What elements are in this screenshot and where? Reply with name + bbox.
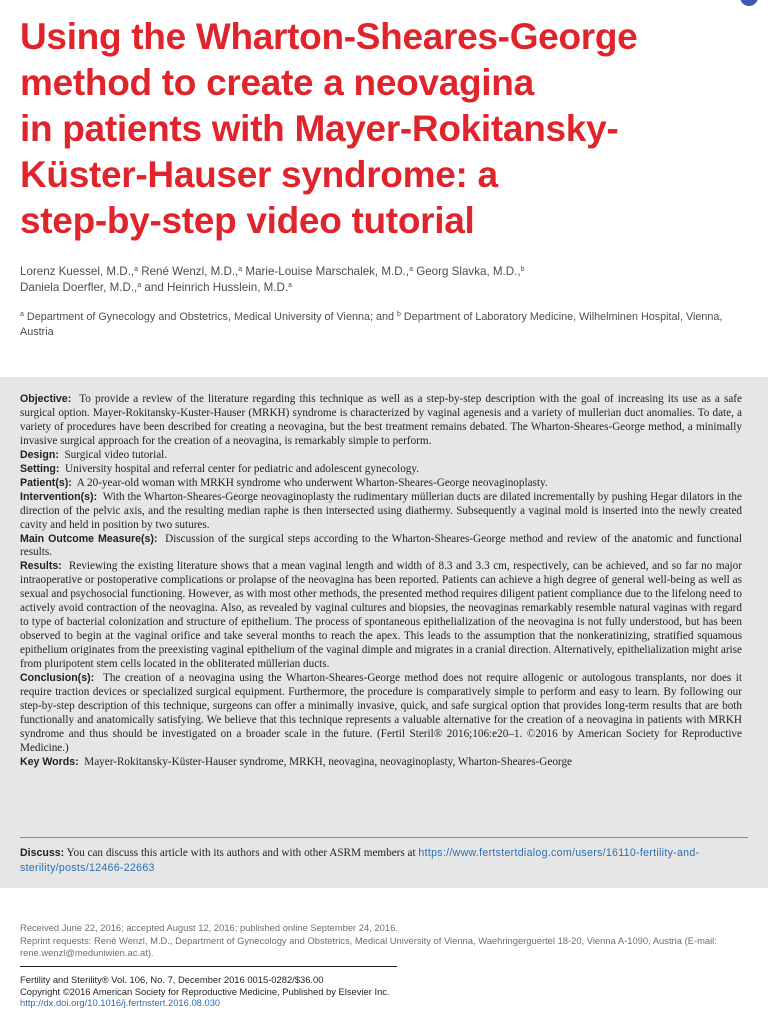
abstract-design: Design: Surgical video tutorial. — [20, 448, 168, 461]
abstract — [20, 393, 742, 770]
section-divider — [20, 837, 748, 838]
abstract-interventions: Intervention(s): With the Wharton-Sheares-George neovaginoplasty the rudimentary müllerian ducts are dilated incrementally by pushing Hegar dilators in the direction of the pelvic axis, and the resulting median raphe is then intersected using diathermy. Subsequently a vaginal mold is inserted into the newly created cavity and held in position by two sutures. — [20, 490, 742, 531]
title-line: method to create a neovagina — [20, 62, 534, 103]
footer-rule — [20, 966, 397, 967]
abstract-outcome-measures: Main Outcome Measure(s): Discussion of the surgical steps according to the Wharton-Sheares-George method and review of the anatomic and functional results. — [20, 532, 742, 559]
abstract-patients: Patient(s): A 20-year-old woman with MRKH syndrome who underwent Wharton-Sheares-George neovaginoplasty. — [20, 476, 548, 489]
article-title — [20, 14, 755, 244]
author: Lorenz Kuessel, M.D.,$^a$ — [20, 265, 138, 278]
author: René Wenzl, M.D.,$^a$ — [141, 265, 243, 278]
reprint-requests: Reprint requests: René Wenzl, M.D., Department of Gynecology and Obstetrics, Medical University of Vienna, Waehringerguertel 18-20, Vienna A-1090, Austria (E-mail: rene.wenzl@meduniwien.ac.at). — [20, 934, 717, 959]
author: Georg Slavka, M.D.,$^b$ — [416, 265, 525, 278]
title-line: Küster-Hauser syndrome: a — [20, 154, 498, 195]
title-line: Using the Wharton-Sheares-George — [20, 16, 638, 57]
abstract-setting: Setting: University hospital and referral center for pediatric and adolescent gynecology. — [20, 462, 420, 475]
author: Marie-Louise Marschalek, M.D.,$^a$ — [245, 265, 413, 278]
title-line: step-by-step video tutorial — [20, 200, 475, 241]
corner-tab — [740, 0, 758, 6]
copyright: Copyright ©2016 American Society for Reproductive Medicine, Published by Elsevier Inc. — [20, 985, 390, 997]
discuss-note: Discuss: You can discuss this article with its authors and with other ASRM members at https://www.fertstertdialog.com/users/16110-fertility-and-sterility/posts/12466-22663 — [20, 847, 700, 874]
received-info — [20, 922, 755, 960]
discuss-link[interactable]: https://www.fertstertdialog.com/users/16110-fertility-and-sterility/posts/12466-22663 — [20, 847, 700, 874]
title-line: in patients with Mayer-Rokitansky- — [20, 108, 619, 149]
abstract-objective: Objective: To provide a review of the literature regarding this technique as well as a step-by-step description with the goal of increasing its use as a safe surgical option. Mayer-Rokitansky-Kuster-Hauser (MRKH) syndrome is characterized by vaginal agenesis and a variety of mullerian duct anomalies. To date, a variety of procedures have been described for creating a neovagina, but the best treatment remains debated. The Wharton-Sheares-George method, a minimally invasive surgical approach for the creation of a neovagina, is remarkably simple to perform. — [20, 393, 742, 447]
abstract-results: Results: Reviewing the existing literature shows that a mean vaginal length and width of 8.3 and 3.3 cm, respectively, can be achieved, and so far no major intraoperative or postoperative complications or prolapse of the neovagina has been reported. Patients can achieve a high degree of general well-being as well as sexual and psychosocial functioning. However, as with most other methods, the presented method requires diligent patient compliance due to the lifelong need to actively avoid contraction of the neovagina. Also, as revealed by vaginal cultures and biopsies, the neovaginas remarkably resemble natural vaginas with regard to type of bacterial colonization and structure of epithelium. The process of spontaneous epithelialization of the neovagina is not fully understood, but has been observed to begin at the vaginal orifice and take several months to reach the apex. This leads to the assumption that the nonkeratinizing, stratified squamous epithelium originates from the preexisting vaginal epithelium of the vaginal dimple and migrates in a cranial direction. Alternatively, epithelialization might arise from pluripotent stem cells located in the obliterated müllerian ducts. — [20, 560, 742, 671]
journal-footer — [20, 974, 520, 1009]
author-list — [20, 264, 740, 296]
author: Daniela Doerfler, M.D.,$^a$ — [20, 281, 142, 294]
abstract-key-words: Key Words: Mayer-Rokitansky-Küster-Hauser syndrome, MRKH, neovagina, neovaginoplasty, Wharton-Sheares-George — [20, 755, 573, 768]
received-dates: Received June 22, 2016; accepted August 12, 2016; published online September 24, 2016. — [20, 922, 398, 933]
doi-link[interactable]: http://dx.doi.org/10.1016/j.fertnstert.2016.08.030 — [20, 997, 221, 1009]
journal-info: Fertility and Sterility® Vol. 106, No. 7, December 2016 0015-0282/$36.00 — [20, 974, 324, 985]
email-link[interactable]: rene.wenzl@meduniwien.ac.at — [20, 947, 148, 959]
affiliations: $^a$ Department of Gynecology and Obstetrics, Medical University of Vienna; and $^b$ Department of Laboratory Medicine, Wilhelminen Hospital, Vienna, Austria — [20, 311, 723, 338]
abstract-conclusions: Conclusion(s): The creation of a neovagina using the Wharton-Sheares-George method does not require allogenic or autologous transplants, nor does it require traction devices or specialized surgical equipment. Furthermore, the procedure is comparatively simple to perform and easy to learn. By following our step-by-step description of this technique, surgeons can offer a minimally invasive, quick, and safe surgical option that provides long-term results that are both functionally and anatomically satisfying. We believe that this technique represents a valuable alternative for the creation of a neovagina in patients with MRKH syndrome and thus should be investigated on a broader scale in the future. (Fertil Steril® 2016;106:e20–1. ©2016 by American Society for Reproductive Medicine.) — [20, 672, 742, 754]
author: and Heinrich Husslein, M.D.$^a$ — [144, 281, 293, 294]
